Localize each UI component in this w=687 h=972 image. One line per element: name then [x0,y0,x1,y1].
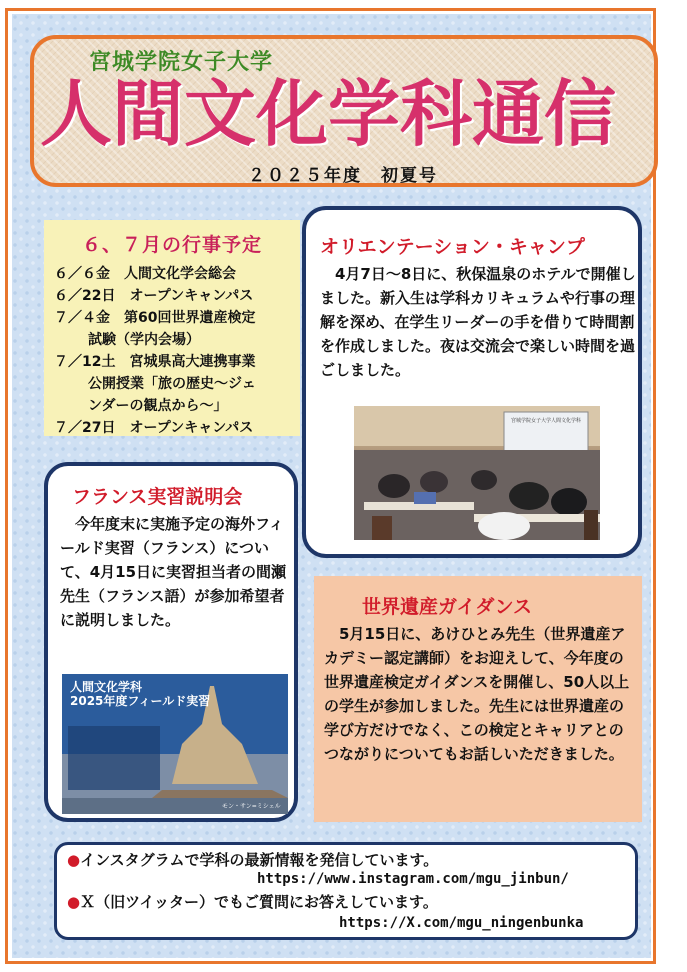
heritage-title: 世界遺産ガイダンス [362,596,533,618]
newsletter-title: 人間文化学科通信 [40,72,617,156]
screen-text: 宮城学院女子大学人間文化学科 [510,418,582,424]
event-line: ンダーの観点から～」 [88,398,228,414]
flyer-title-line-1: 人間文化学科 [70,680,143,694]
event-line: ７／27日 オープンキャンパス [54,420,254,436]
heritage-body: 5月15日に、あけひとみ先生（世界遺産アカデミー認定講師）をお迎えして、今年度の世界遺産検定ガイダンスを開催し、50人以上の学生が参加しました。先生には世界遺産の学び方だけでなく、この検定とキャリアとのつながりについてもお話しいただきました。 [324,625,630,763]
instagram-url-link[interactable]: https://www.instagram.com/mgu_jinbun/ [257,871,569,887]
bullet-icon: ● [67,893,81,911]
events-schedule [44,220,300,436]
orientation-body: 4月7日～8日に、秋保温泉のホテルで開催しました。新入生は学科カリキュラムや行事の理解を深め、在学生リーダーの手を借りて時間割を作成しました。夜は交流会で楽しい時間を過ごしました。 [320,265,636,379]
france-body: 今年度末に実施予定の海外フィールド実習（フランス）について、4月15日に実習担当者の間瀬先生（フランス語）が参加希望者に説明しました。 [60,515,287,629]
world-heritage-article [314,576,642,822]
sns-footer [54,842,638,940]
flyer-title-line-2: 2025年度フィールド実習 [70,694,211,708]
orientation-camp-article [302,206,642,558]
event-line: ７／12土 宮城県高大連携事業 [54,354,256,370]
x-line [67,891,438,912]
orientation-photo-graphic [354,406,600,540]
event-line: ６／６金 人間文化学会総会 [54,266,236,282]
france-title: フランス実習説明会 [72,486,243,508]
x-text: Ｘ（旧ツイッター）でもご質問にお答えしています。 [80,893,438,911]
instagram-line [67,849,438,870]
flyer-title [70,680,210,708]
issue-label: ２０２５年度 初夏号 [248,166,438,186]
header-banner [30,35,658,187]
orientation-title: オリエンテーション・キャンプ [320,236,585,258]
university-name: 宮城学院女子大学 [89,50,274,75]
events-title: ６、７月の行事予定 [82,234,263,256]
instagram-text: インスタグラムで学科の最新情報を発信しています。 [80,851,439,869]
event-line: ６／22日 オープンキャンパス [54,288,254,304]
event-line: 試験（学内会場） [88,332,200,348]
field-trip-flyer-image [62,674,288,814]
bullet-icon: ● [67,851,81,869]
x-url-link[interactable]: https://X.com/mgu_ningenbunka [339,915,584,931]
orientation-photo [354,406,600,540]
event-line: 公開授業「旅の歴史～ジェ [88,376,256,392]
france-briefing-article [44,462,298,822]
flyer-caption: モン・サン=ミシェル [222,803,281,810]
event-line: ７／４金 第60回世界遺産検定 [54,310,256,326]
